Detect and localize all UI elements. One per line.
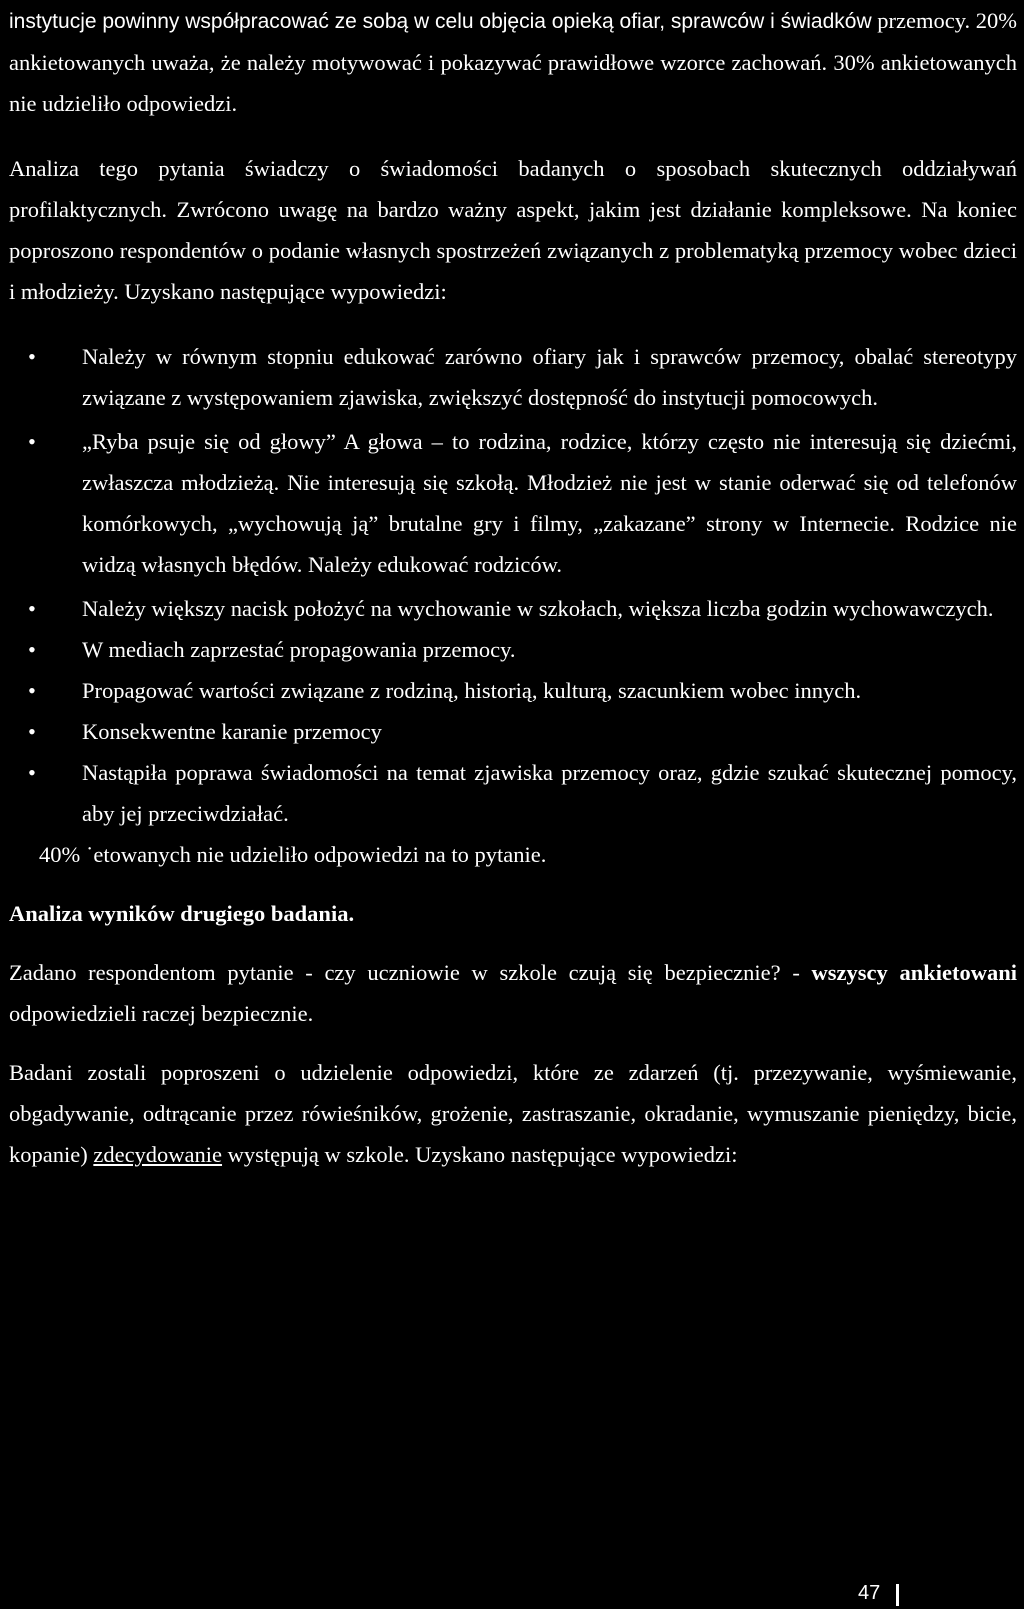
paragraph-events-end: występują w szkole. Uzyskano następujące wypowiedzi: <box>222 1142 738 1167</box>
paragraph-analysis: Analiza tego pytania świadczy o świadomości badanych o sposobach skutecznych oddziaływań profilaktycznych. Zwrócono uwagę na bardzo ważny aspekt, jakim jest działanie kompleksowe. Na koniec poproszono respondentów o podanie własnych spostrzeżeń związanych z problematyką przemocy wobec dzieci i młodzieży. Uzyskano następujące wypowiedzi: <box>9 156 1017 304</box>
paragraph-events <box>9 1052 1017 1175</box>
paragraph-question-text: Zadano respondentom pytanie - czy uczniowie w szkole czują się bezpiecznie? - <box>9 960 812 985</box>
list-item: • Należy w równym stopniu edukować zarówno ofiary jak i sprawców przemocy, obalać stereotypy związane z występowaniem zjawiska, zwiększyć dostępność do instytucji pomocowych. <box>9 336 1017 418</box>
list-item: • Nastąpiła poprawa świadomości na temat zjawiska przemocy oraz, gdzie szukać skutecznej pomocy, aby jej przeciwdziałać. <box>9 752 1017 834</box>
list-item: • Propagować wartości związane z rodziną, historią, kulturą, szacunkiem wobec innych. <box>9 670 1017 711</box>
responses-list <box>9 336 1017 834</box>
page-content <box>9 0 1017 1175</box>
paragraph-intro-line1: instytucje powinny współpracować ze sobą w celu objęcia opieką ofiar, sprawców i świadków <box>9 10 872 33</box>
section-heading: Analiza wyników drugiego badania. <box>9 901 355 926</box>
paragraph-intro <box>9 0 1017 124</box>
list-item: • Konsekwentne karanie przemocy <box>9 711 1017 752</box>
page-number-divider <box>896 1584 899 1606</box>
list-item: • W mediach zaprzestać propagowania przemocy. <box>9 629 1017 670</box>
paragraph-events-underlined: zdecydowanie <box>93 1142 223 1167</box>
paragraph-question-end: odpowiedzieli raczej bezpiecznie. <box>9 1001 314 1026</box>
paragraph-no-answer: 40% ˙etowanych nie udzieliło odpowiedzi na to pytanie. <box>39 842 547 867</box>
paragraph-events-text: Badani zostali poproszeni o udzielenie odpowiedzi, które ze zdarzeń (tj. przezywanie, wyśmiewanie, obgadywanie, odtrącanie przez rówieśników, grożenie, zastraszanie, okradanie, wymuszanie pieniędzy, bicie, kopanie) <box>9 1060 1017 1167</box>
page-number: 47 <box>858 1582 881 1604</box>
list-item: • „Ryba psuje się od głowy” A głowa – to rodzina, rodzice, którzy często nie interesują się dziećmi, zwłaszcza młodzieżą. Nie interesują się szkołą. Młodzież nie jest w stanie oderwać się od telefonów komórkowych, „wychowują ją” brutalne gry i filmy, „zakazane” strony w Internecie. Rodzice nie widzą własnych błędów. Należy edukować rodziców. <box>9 421 1017 585</box>
list-item: • Należy większy nacisk położyć na wychowanie w szkołach, większa liczba godzin wychowawczych. <box>9 588 1017 629</box>
paragraph-question <box>9 952 1017 1034</box>
paragraph-intro-rest: przemocy. 20% ankietowanych uważa, że należy motywować i pokazywać prawidłowe wzorce zachowań. 30% ankietowanych nie udzieliło odpowiedzi. <box>9 8 1018 116</box>
paragraph-question-bold: wszyscy ankietowani <box>811 960 1017 985</box>
